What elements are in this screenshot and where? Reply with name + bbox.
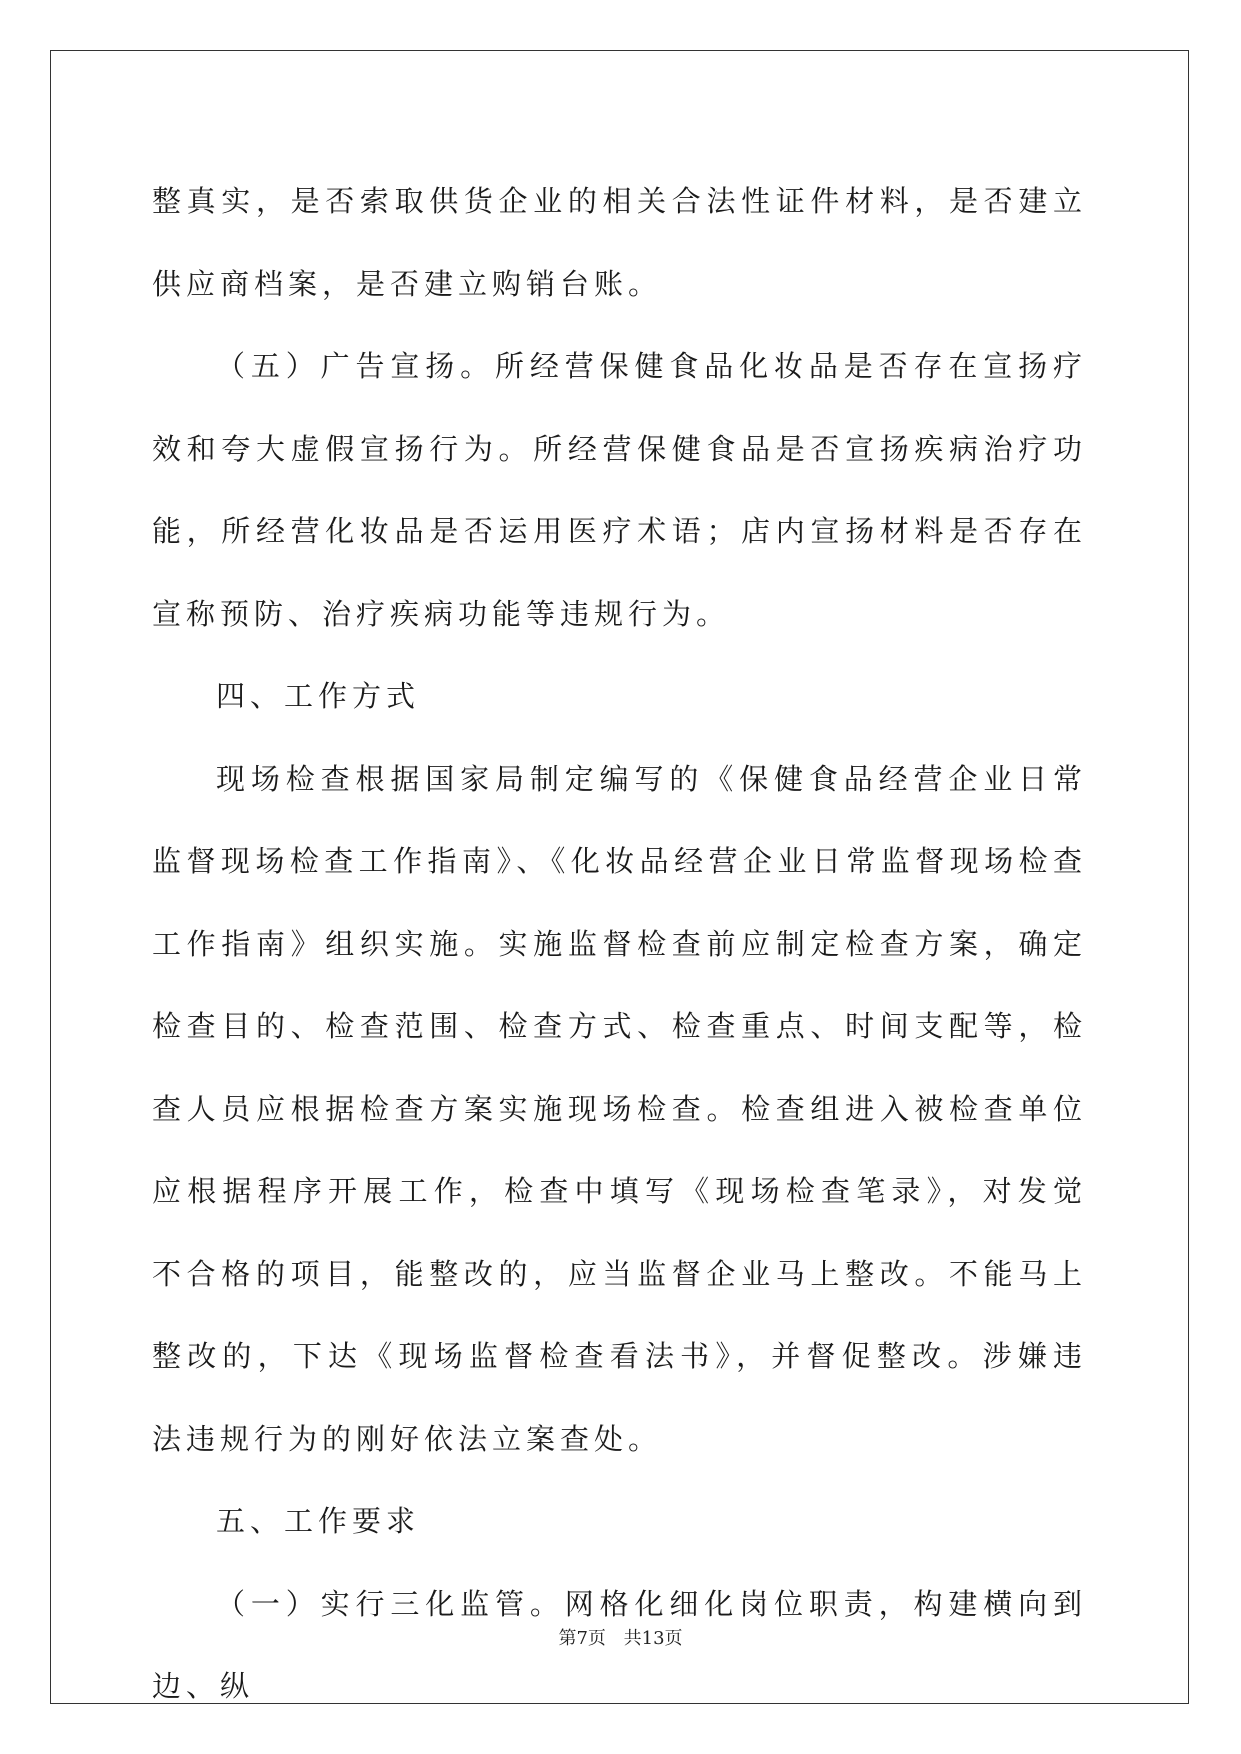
paragraph-advertising: （五）广告宣扬。所经营保健食品化妆品是否存在宣扬疗效和夸大虚假宣扬行为。所经营保健食品是否宣扬疾病治疗功能，所经营化妆品是否运用医疗术语；店内宣扬材料是否存在宣称预防、治疗疾病功能等违规行为。: [152, 349, 1087, 631]
total-page-count: 共13页: [623, 1628, 683, 1649]
paragraph-continuation: 整真实，是否索取供货企业的相关合法性证件材料，是否建立供应商档案，是否建立购销台账。: [152, 184, 1087, 301]
paragraph-supervision: （一）实行三化监管。网格化细化岗位职责，构建横向到边、纵: [152, 1586, 1087, 1703]
document-body: [152, 160, 1087, 1728]
section-heading-work-method: 四、工作方式: [216, 679, 421, 713]
page-footer: [0, 1624, 1241, 1650]
paragraph-inspection: 现场检查根据国家局制定编写的《保健食品经营企业日常监督现场检查工作指南》、《化妆品经营企业日常监督现场检查工作指南》组织实施。实施监督检查前应制定检查方案，确定检查目的、检查范围、检查方式、检查重点、时间支配等，检查人员应根据检查方案实施现场检查。检查组进入被检查单位应根据程序开展工作，检查中填写《现场检查笔录》，对发觉不合格的项目，能整改的，应当监督企业马上整改。不能马上整改的，下达《现场监督检查看法书》，并督促整改。涉嫌违法违规行为的刚好依法立案查处。: [152, 761, 1087, 1456]
section-heading-work-requirements: 五、工作要求: [216, 1504, 421, 1538]
current-page-number: 第7页: [558, 1628, 606, 1649]
